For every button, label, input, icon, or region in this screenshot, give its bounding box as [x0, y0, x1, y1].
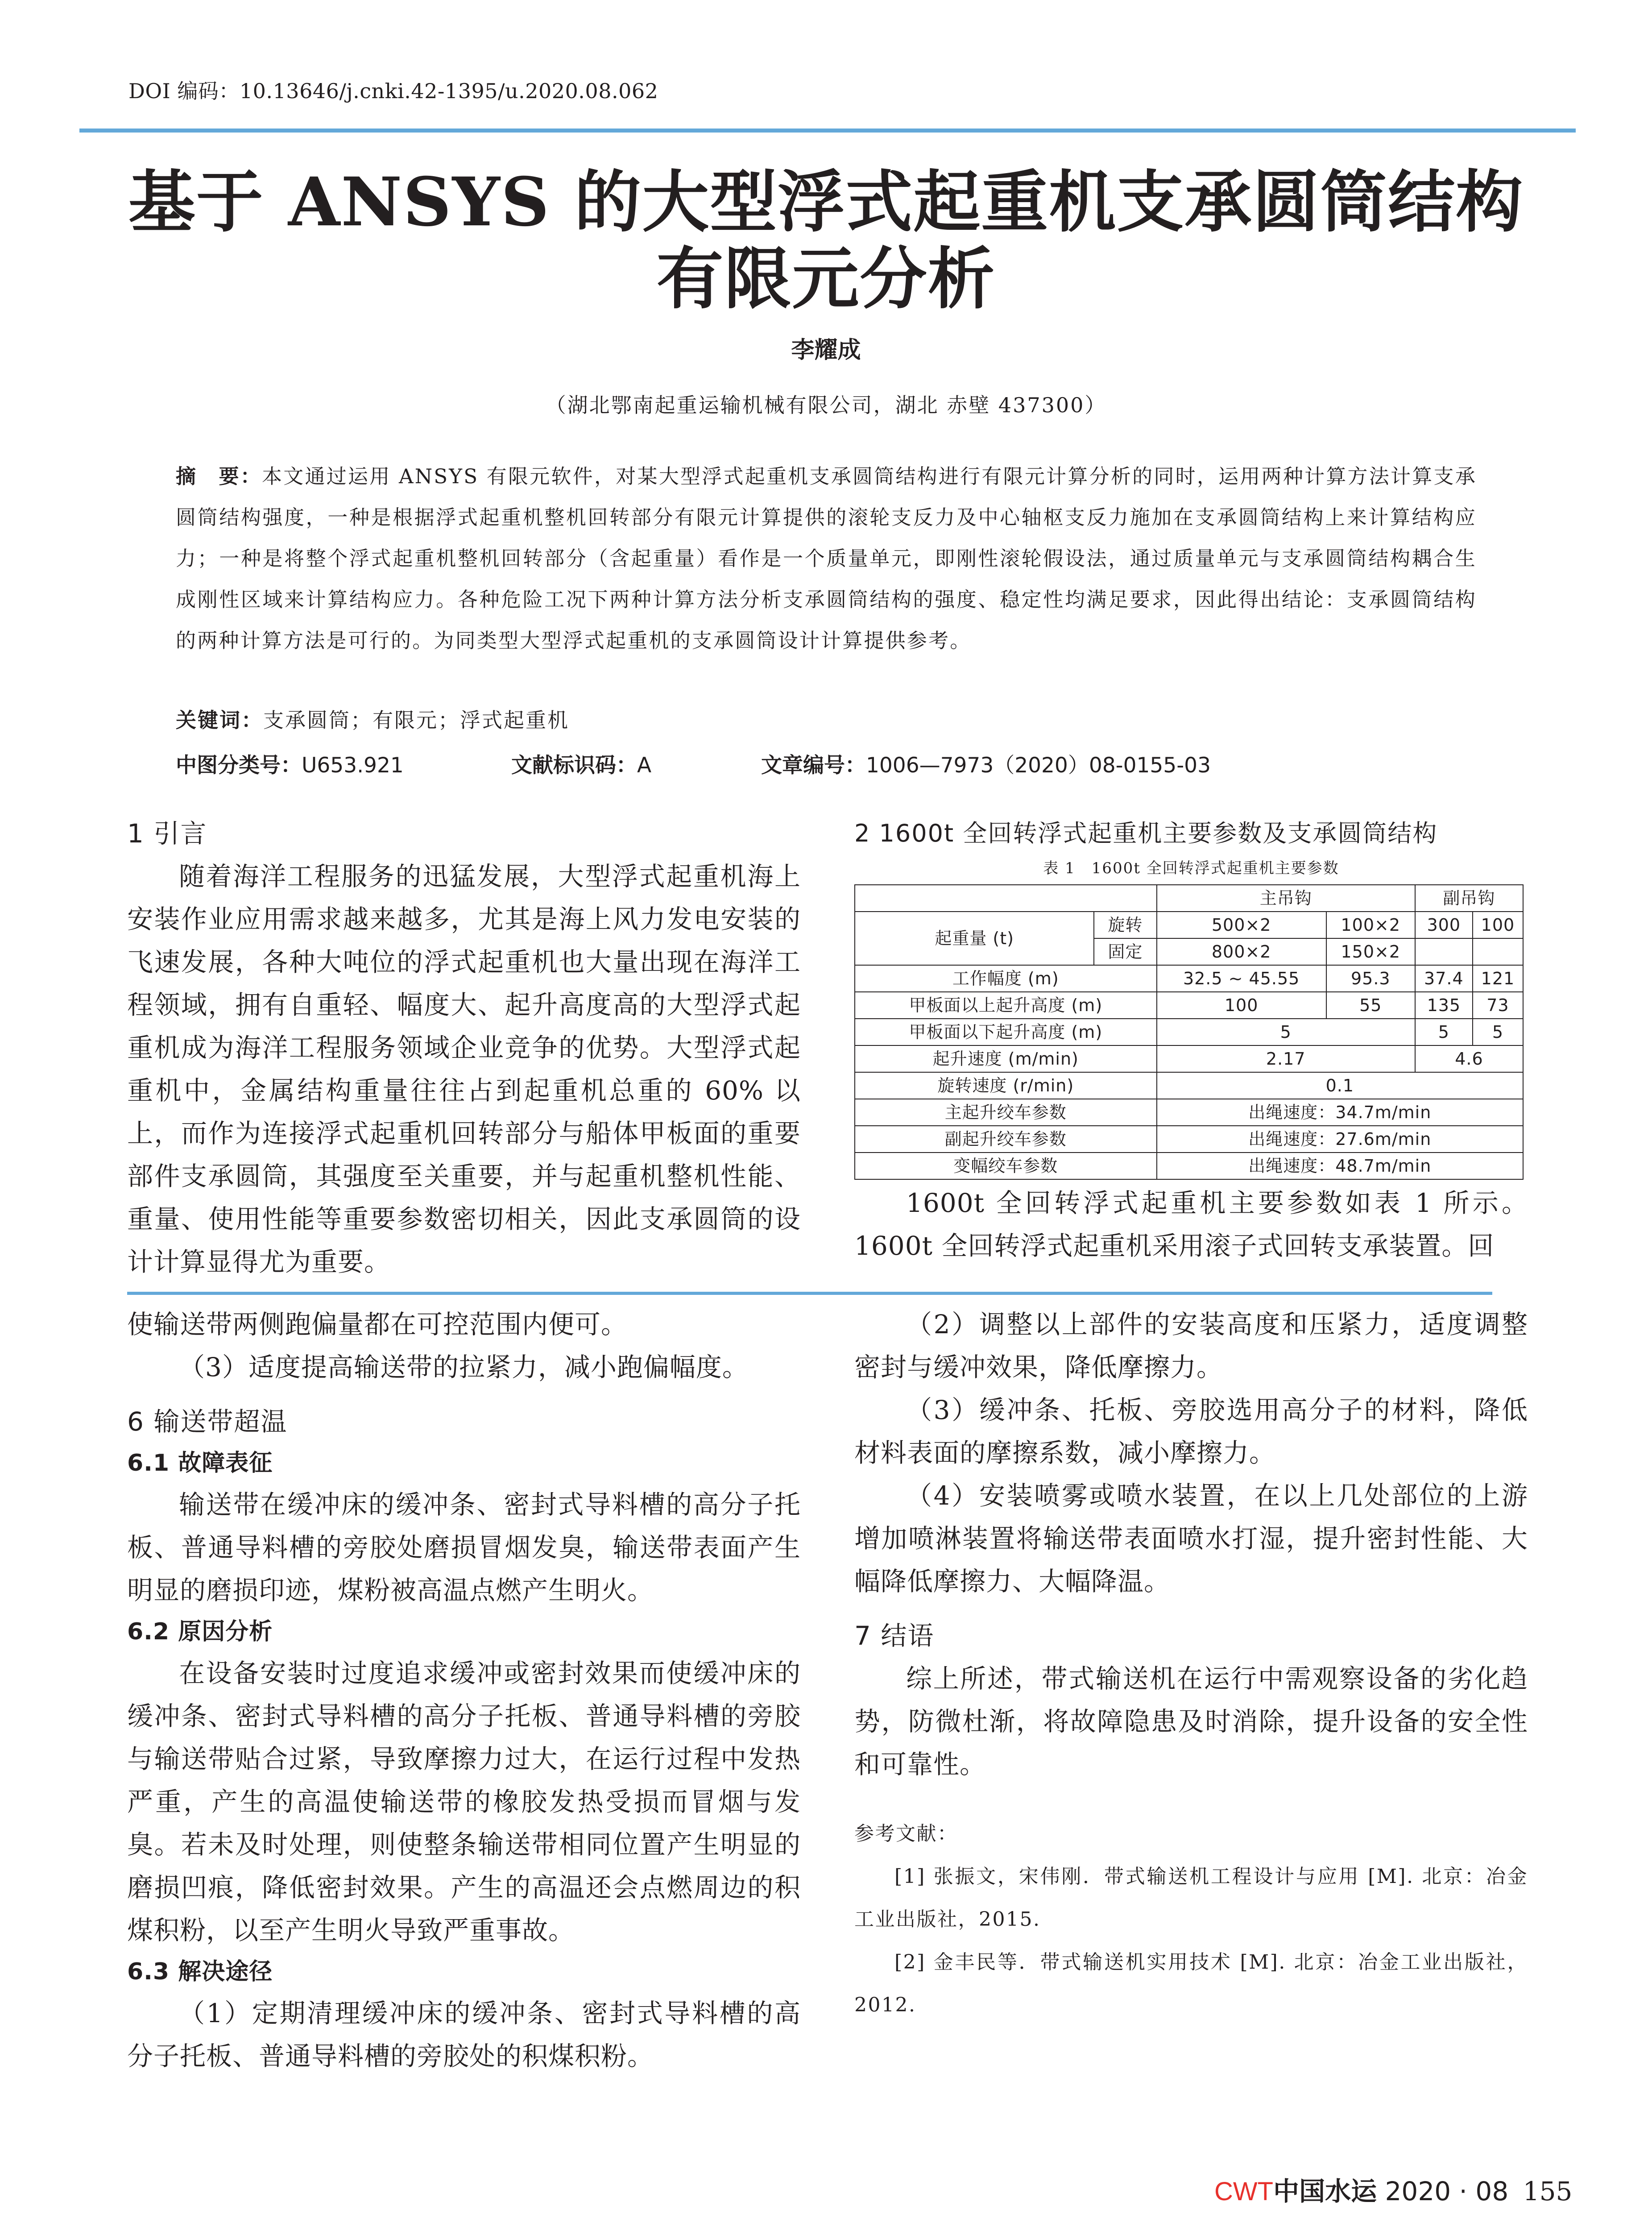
author: 李耀成	[791, 337, 861, 364]
table-row	[855, 885, 1523, 912]
table-header: 主吊钩	[1157, 885, 1415, 912]
article-number	[761, 749, 1211, 779]
doc-label: 文献标识码：	[511, 753, 637, 778]
table-cell: 32.5 ~ 45.55	[1157, 965, 1326, 992]
table-row-label: 起升速度 (m/min)	[855, 1045, 1157, 1072]
table-row	[855, 1072, 1523, 1099]
table-cell: 121	[1473, 965, 1523, 992]
table-cell	[1415, 938, 1473, 965]
upper-left-column	[127, 812, 801, 1283]
table-cell: 出绳速度：34.7m/min	[1157, 1099, 1523, 1126]
doc-value: A	[637, 753, 652, 778]
table-cell: 800×2	[1157, 938, 1326, 965]
magazine-name: 中国水运	[1273, 2176, 1377, 2206]
section-6-heading: 6 输送带超温	[127, 1406, 288, 1437]
table-cell: 73	[1473, 992, 1523, 1019]
section-1-paragraph: 随着海洋工程服务的迅猛发展，大型浮式起重机海上安装作业应用需求越来越多，尤其是海上风力发电安装的飞速发展，各种大吨位的浮式起重机也大量出现在海洋工程领域，拥有自重轻、幅度大、起升高度高的大型浮式起重机成为海洋工程服务领域企业竞争的优势。大型浮式起重机中，金属结构重量往往占到起重机总重的 60% 以上，而作为连接浮式起重机回转部分与船体甲板面的重要部件支承圆筒，其强度至关重要，并与起重机整机性能、重量、使用性能等重要参数密切相关，因此支承圆筒的设计计算显得尤为重要。	[127, 861, 801, 1277]
divider-rule	[127, 1292, 1492, 1295]
table-cell: 95.3	[1326, 965, 1415, 992]
table-cell	[1473, 938, 1523, 965]
table-row	[855, 1126, 1523, 1153]
header-rule	[79, 129, 1576, 133]
abstract-text: 本文通过运用 ANSYS 有限元软件，对某大型浮式起重机支承圆筒结构进行有限元计算分析的同时，运用两种计算方法计算支承圆筒结构强度，一种是根据浮式起重机整机回转部分有限元计算提供的滚轮支反力及中心轴枢支反力施加在支承圆筒结构上来计算结构应力；一种是将整个浮式起重机整机回转部分（含起重量）看作是一个质量单元，即刚性滚轮假设法，通过质量单元与支承圆筒结构耦合生成刚性区域来计算结构应力。各种危险工况下两种计算方法分析支承圆筒结构的强度、稳定性均满足要求，因此得出结论：支承圆筒结构的两种计算方法是可行的。为同类型大型浮式起重机的支承圆筒设计计算提供参考。	[176, 464, 1477, 652]
table-row-label: 旋转	[1094, 912, 1156, 938]
paragraph: （4）安装喷雾或喷水装置，在以上几处部位的上游增加喷淋装置将输送带表面喷水打湿，提升密封性能、大幅降低摩擦力、大幅降温。	[854, 1480, 1528, 1597]
art-value: 1006—7973（2020）08-0155-03	[866, 753, 1211, 778]
clc-label: 中图分类号：	[176, 753, 302, 778]
table-cell: 出绳速度：27.6m/min	[1157, 1126, 1523, 1153]
abstract	[176, 456, 1477, 661]
title-line-1: 基于 ANSYS 的大型浮式起重机支承圆筒结构	[128, 163, 1524, 241]
keywords-text: 支承圆筒；有限元；浮式起重机	[263, 708, 569, 732]
art-label: 文章编号：	[761, 753, 866, 778]
paragraph: （1）定期清理缓冲床的缓冲条、密封式导料槽的高分子托板、普通导料槽的旁胶处的积煤积粉。	[127, 1998, 801, 2071]
paragraph: 综上所述，带式输送机在运行中需观察设备的劣化趋势，防微杜渐，将故障隐患及时消除，提升设备的安全性和可靠性。	[854, 1663, 1528, 1779]
paragraph: 输送带在缓冲床的缓冲条、密封式导料槽的高分子托板、普通导料槽的旁胶处磨损冒烟发臭，输送带表面产生明显的磨损印迹，煤粉被高温点燃产生明火。	[127, 1489, 801, 1605]
paragraph: 使输送带两侧跑偏量都在可控范围内便可。	[127, 1309, 628, 1339]
subsection-6-3-heading: 6.3 解决途径	[127, 1958, 273, 1985]
paragraph: （2）调整以上部件的安装高度和压紧力，适度调整密封与缓冲效果，降低摩擦力。	[854, 1309, 1528, 1382]
table-cell: 5	[1473, 1019, 1523, 1045]
table-cell: 5	[1415, 1019, 1473, 1045]
reference-item: [2] 金丰民等．带式输送机实用技术 [M]. 北京：冶金工业出版社，2012.	[854, 1951, 1528, 2016]
table-cell: 300	[1415, 912, 1473, 938]
table-cell: 150×2	[1326, 938, 1415, 965]
section-7-heading: 7 结语	[854, 1621, 935, 1651]
parameter-table	[854, 884, 1524, 1180]
table-header: 副吊钩	[1415, 885, 1523, 912]
table-cell: 55	[1326, 992, 1415, 1019]
table-cell: 0.1	[1157, 1072, 1523, 1099]
lower-right-column	[854, 1303, 1528, 2027]
issue-number: 2020 · 08	[1385, 2176, 1509, 2206]
table-row-label: 旋转速度 (r/min)	[855, 1072, 1157, 1099]
doc-code	[511, 749, 651, 779]
table-cell: 500×2	[1157, 912, 1326, 938]
keywords	[176, 704, 569, 734]
table-row-label: 甲板面以下起升高度 (m)	[855, 1019, 1157, 1045]
table-cell: 135	[1415, 992, 1473, 1019]
table-row	[855, 1099, 1523, 1126]
table-cell: 37.4	[1415, 965, 1473, 992]
subsection-6-2-heading: 6.2 原因分析	[127, 1618, 273, 1645]
lower-left-column	[127, 1303, 801, 2078]
clc-value: U653.921	[302, 753, 404, 778]
table-row-label: 起重量 (t)	[855, 912, 1094, 965]
table-cell: 出绳速度：48.7m/min	[1157, 1153, 1523, 1179]
table-row	[855, 992, 1523, 1019]
table-cell	[855, 885, 1157, 912]
paragraph: （3）缓冲条、托板、旁胶选用高分子的材料，降低材料表面的摩擦系数，减小摩擦力。	[854, 1395, 1528, 1468]
table-row	[855, 1153, 1523, 1179]
table-row	[855, 1019, 1523, 1045]
table-cell: 100×2	[1326, 912, 1415, 938]
table-row-label: 主起升绞车参数	[855, 1099, 1157, 1126]
table-row-label: 变幅绞车参数	[855, 1153, 1157, 1179]
table-row-label: 甲板面以上起升高度 (m)	[855, 992, 1157, 1019]
references-heading: 参考文献：	[854, 1822, 958, 1845]
table-cell: 4.6	[1415, 1045, 1523, 1072]
section-1-heading: 1 引言	[127, 818, 207, 849]
table-cell: 100	[1473, 912, 1523, 938]
cwt-logo: CWT	[1214, 2177, 1274, 2206]
table-caption: 表 1 1600t 全回转浮式起重机主要参数	[1043, 859, 1339, 877]
table-cell: 5	[1157, 1019, 1415, 1045]
keywords-label: 关键词：	[176, 708, 263, 732]
reference-item: [1] 张振文，宋伟刚．带式输送机工程设计与应用 [M]. 北京：冶金工业出版社，2015.	[854, 1865, 1528, 1931]
table-row	[855, 912, 1523, 938]
section-2-heading: 2 1600t 全回转浮式起重机主要参数及支承圆筒结构	[854, 819, 1438, 847]
table-cell: 100	[1157, 992, 1326, 1019]
table-row-label: 副起升绞车参数	[855, 1126, 1157, 1153]
page-number: 155	[1523, 2176, 1573, 2206]
affiliation: （湖北鄂南起重运输机械有限公司，湖北 赤壁 437300）	[545, 393, 1107, 417]
paragraph: 在设备安装时过度追求缓冲或密封效果而使缓冲床的缓冲条、密封式导料槽的高分子托板、普通导料槽的旁胶与输送带贴合过紧，导致摩擦力过大，在运行过程中发热严重，产生的高温使输送带的橡胶发热受损而冒烟与发臭。若未及时处理，则使整条输送带相同位置产生明显的磨损凹痕，降低密封效果。产生的高温还会点燃周边的积煤积粉，以至产生明火导致严重事故。	[127, 1658, 801, 1945]
table-row-label: 工作幅度 (m)	[855, 965, 1157, 992]
table-row	[855, 1045, 1523, 1072]
upper-right-column	[854, 812, 1528, 1267]
clc-code	[176, 749, 404, 779]
table-row	[855, 965, 1523, 992]
table-row-label: 固定	[1094, 938, 1156, 965]
doi-line: DOI 编码：10.13646/j.cnki.42-1395/u.2020.08.062	[128, 79, 658, 103]
table-cell: 2.17	[1157, 1045, 1415, 1072]
section-2-paragraph: 1600t 全回转浮式起重机主要参数如表 1 所示。1600t 全回转浮式起重机采用滚子式回转支承装置。回	[854, 1188, 1528, 1261]
title-line-2: 有限元分析	[656, 240, 996, 318]
page-footer	[1214, 2170, 1572, 2208]
paragraph: （3）适度提高输送带的拉紧力，减小跑偏幅度。	[179, 1352, 749, 1382]
abstract-label: 摘 要：	[176, 464, 262, 488]
subsection-6-1-heading: 6.1 故障表征	[127, 1450, 273, 1476]
references	[854, 1812, 1528, 2027]
